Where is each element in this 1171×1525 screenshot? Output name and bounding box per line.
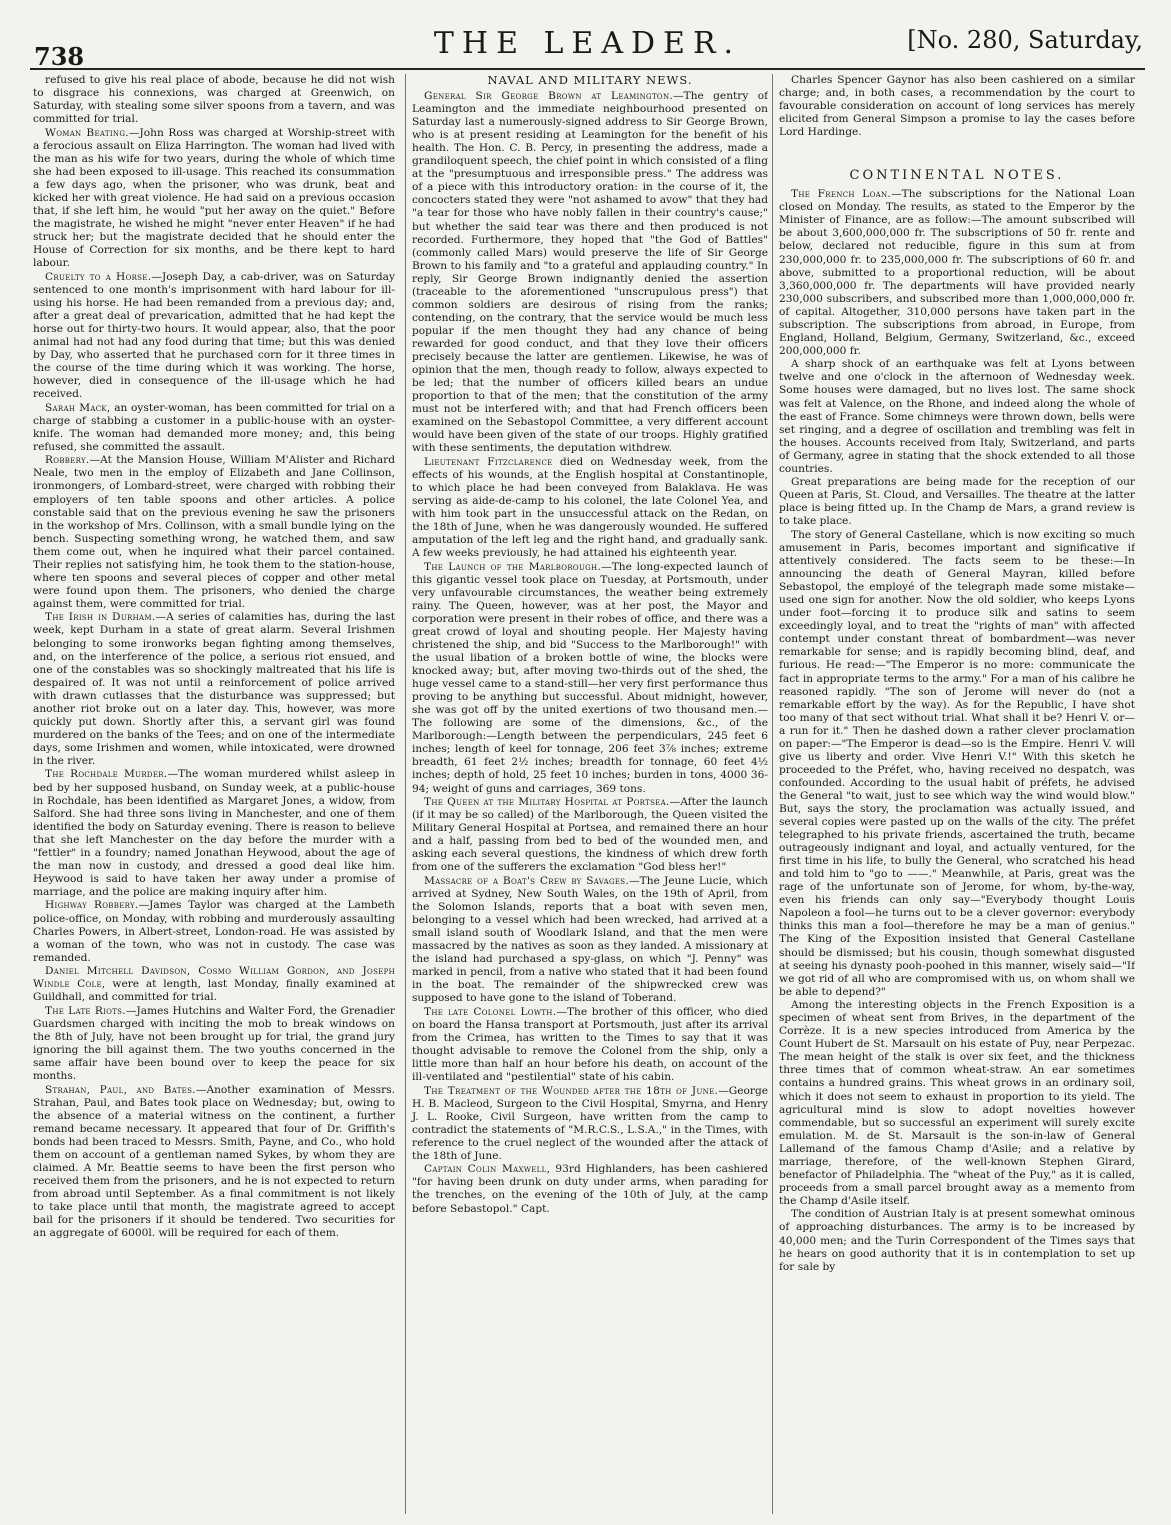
- article-paragraph: [412, 1163, 768, 1215]
- article-paragraph: [33, 965, 395, 1004]
- article-text: —The woman murdered whilst asleep in bed by her supposed husband, on Sunday week, at a public-house in Rochdale, has been identified as Margaret Jones, a widow, from Salford. She had three sons living in Manchester, and one of them identified the body on Saturday evening. There is reason to believe that she left Manchester on the day before the murder with a "fettler" in a foundry; named Jonathan Heywood, about the age of the man now in custody, and dressed a good deal like him. Heywood is said to have taken her away under a promise of marriage, and the police are making inquiry after him.: [33, 768, 395, 898]
- article-text: —The Jeune Lucie, which arrived at Sydney, New South Wales, on the 19th of April, from the Solomon Islands, reports that a boat with seven men, belonging to a vessel which had been wrecked, had arrived at a small island south of Woodlark Island, and that the men were massacred by the natives as soon as they landed. A missionary at the island had purchased a spy-glass, on which "J. Penny" was marked in pencil, from a native who stated that it had been found in the boat. The remainder of the shipwrecked crew was supposed to have gone to the island of Toberand.: [412, 874, 768, 1005]
- article-text: —James Taylor was charged at the Lambeth police-office, on Monday, with robbing and murderously assaulting Charles Powers, in Albert-street, London-road. He was assisted by a woman of the town, who was not in custody. The case was remanded.: [33, 899, 395, 964]
- article-paragraph: [412, 90, 768, 455]
- article-heading: Massacre of a Boat's Crew by Savages.: [424, 874, 630, 887]
- article-heading: General Sir George Brown at Leamington.: [424, 90, 674, 103]
- article-text: —John Ross was charged at Worship-street with a ferocious assault on Eliza Harrington. The woman had lived with the man as his wife for two years, during the whole of which time she had been exposed to ill-usage. This reached its consummation a few days ago, when the prisoner, who was drunk, beat and kicked her with great violence. He had said on a previous occasion that, if she left him, he would "put her away on the quiet." Before the magistrate, he wished he might "never enter Heaven" if he had struck her; but the magistrate decided that he should enter the House of Correction for six months, and be there kept to hard labour.: [33, 126, 395, 270]
- article-paragraph: [33, 127, 395, 271]
- article-text: refused to give his real place of abode, because he did not wish to disgrace his connexions, was charged at Greenwich, on Saturday, with stealing some silver spoons from a tavern, and was committed for trial.: [33, 74, 395, 126]
- article-text: 93rd Highlanders, has been cashiered "for having been drunk on duty under arms, when parading for the trenches, on the evening of the 10th of July, at the camp before Sebastopol." Capt.: [412, 1163, 768, 1215]
- article-heading: Daniel Mitchell Davidson, Cosmo William Gordon, and Joseph Windle Cole,: [33, 965, 395, 991]
- article-text: —The subscriptions for the National Loan closed on Monday. The results, as stated to the Emperor by the Minister of Finance, are as follow:—The amount subscribed will be about 3,600,000,000 fr. The subscriptions of 50 fr. rente and below, declared not reducible, figure in this sum at from 230,000,000 fr. to 235,000,000 fr. The subscriptions of 60 fr. and above, submitted to a proportional reduction, will be about 3,360,000,000 fr. The departments will have provided nearly 230,000 subscribers, and subscribed more than 1,000,000,000 fr. of capital. Altogether, 310,000 persons have taken part in the subscription. The subscriptions from abroad, in Europe, from England, Holland, Belgium, Germany, Switzerland, &c., exceed 200,000,000 fr.: [779, 188, 1135, 357]
- page-header: [30, 20, 1145, 70]
- article-text: —George H. B. Macleod, Surgeon to the Civil Hospital, Smyrna, and Henry J. L. Rooke, Civil Surgeon, have written from the camp to contradict the statements of "M.R.C.S., L.S.A.," in the Times, with reference to the cruel neglect of the wounded after the attack of the 18th of June.: [412, 1084, 768, 1162]
- article-text: Among the interesting objects in the French Exposition is a specimen of wheat sent from Brives, in the department of the Corrèze. It is a new species introduced from America by the Count Hubert de St. Marsault on his estate of Puy, near Perpezac. The mean height of the stalk is over six feet, and the thickness three times that of common wheat-straw. An ear sometimes contains a hundred grains. This wheat grows in an ordinary soil, which it does not seem to exhaust in proportion to its yield. The agricultural mind is slow to adopt novelties however commendable, but so successful an experiment will surely excite emulation. M. de St. Marsault is the son-in-law of General Lallemand of the famous Champ d'Asile; and a relative by marriage, therefore, of the well-known Stephen Girard, benefactor of Philadelphia. The "wheat of the Puy," as it is called, proceeds from a small parcel brought away as a memento from the Champ d'Asile itself.: [779, 999, 1135, 1207]
- column-2: [405, 74, 768, 1514]
- article-text: —Another examination of Messrs. Strahan, Paul, and Bates took place on Wednesday; but, owing to the absence of a material witness on the continent, a further remand became necessary. It appeared that four of Dr. Griffith's bonds had been traced to Messrs. Smith, Payne, and Co., who hold them on account of a gentleman named Sykes, by whom they are claimed. A Mr. Beattie seems to have been the first person who received them from the prisoners, and he is not expected to return from abroad until September. As a final commitment is not likely to take place until that month, the magistrate agreed to accept bail for the prisoners if it should be tendered. Two securities for an aggregate of 6000l. will be required for each of them.: [33, 1083, 395, 1240]
- article-paragraph: [33, 899, 395, 964]
- article-text: —The brother of this officer, who died on board the Hansa transport at Portsmouth, just after its arrival from the Crimea, has written to the Times to say that it was thought advisable to remove the Colonel from the ship, only a little more than half an hour before his death, on account of the ill-ventilated and "pestilential" state of his cabin.: [412, 1005, 768, 1084]
- article-heading: Robbery.: [45, 454, 90, 467]
- article-heading: Cruelty to a Horse.: [45, 270, 152, 283]
- article-heading: Lieutenant Fitzclarence: [424, 455, 553, 468]
- article-paragraph: [412, 796, 768, 874]
- article-heading: The Irish in Durham.: [45, 611, 156, 624]
- article-heading: The Late Riots.: [45, 1004, 126, 1017]
- masthead: THE LEADER.: [433, 26, 742, 61]
- page-number: 738: [34, 42, 85, 71]
- article-text: —At the Mansion House, William M'Alister and Richard Neale, two men in the employ of Elizabeth and Jane Collinson, ironmongers, of Lombard-street, were charged with robbing their employers of ten table spoons and other articles. A police constable said that on the previous evening he saw the prisoners in the workshop of Mrs. Collinson, with a small bundle lying on the bench. Suspecting something wrong, he watched them, and saw them come out, when he inquired what their parcel contained. Their replies not satisfying him, he took them to the station-house, where ten spoons and several pieces of copper and other metal were found upon them. The prisoners, who denied the charge against them, were committed for trial.: [33, 454, 395, 610]
- article-paragraph: [779, 999, 1135, 1208]
- article-text: —The gentry of Leamington and the immediate neighbourhood presented on Saturday last a numerously-signed address to Sir George Brown, who is at present residing at Leamington for the benefit of his health. The Hon. C. B. Percy, in presenting the address, made a grandiloquent speech, the chief point in which consisted of a fling at the "presumptuous and irresponsible press." The address was of a piece with this introductory oration: in the course of it, the concocters stated they were "not ashamed to avow" that they had "a tear for those who have nobly fallen in their country's cause;" but whether the said tear was there and then produced is not recorded. Furthermore, they hoped that "the God of Battles" (commonly called Mars) would preserve the life of Sir George Brown to his family and "to a grateful and applauding country." In reply, Sir George Brown indignantly denied the assertion (traceable to the aforementioned "unscrupulous press") that common soldiers are desirous of rising from the ranks; contending, on the contrary, that the service would be much less popular if the men thought they had any chance of being rewarded for good conduct, and that they love their officers precisely because the latter are gentlemen. Likewise, he was of opinion that the men, though ready to follow, always expected to be led; that the number of officers killed bears an undue proportion to that of the men; that the constitution of the army must not be interfered with; and that had French officers been examined on the Sebastopol Committee, a very different account would have been given of the state of our troops. Highly gratified with these sentiments, the deputation withdrew.: [412, 90, 768, 455]
- article-paragraph: [33, 1005, 395, 1083]
- article-paragraph: [33, 768, 395, 898]
- section-title-naval-military: NAVAL AND MILITARY NEWS.: [487, 74, 693, 87]
- article-text: an oyster-woman, has been committed for trial on a charge of stabbing a customer in a public-house with an oyster-knife. The woman had demanded more money; and, this being refused, she committed the assault.: [33, 401, 395, 453]
- article-paragraph: [779, 529, 1135, 999]
- article-paragraph: [412, 1085, 768, 1163]
- article-heading: The late Colonel Lowth.: [424, 1005, 557, 1018]
- article-heading: The Queen at the Military Hospital at Portsea.: [424, 796, 670, 809]
- article-heading: The Rochdale Murder.: [45, 768, 168, 781]
- article-paragraph: [33, 271, 395, 401]
- article-heading: Woman Beating.: [45, 126, 129, 139]
- article-paragraph: [779, 1208, 1135, 1273]
- article-heading: The Treatment of the Wounded after the 18th of June.: [424, 1084, 719, 1097]
- article-paragraph: [412, 561, 768, 796]
- article-text: —Joseph Day, a cab-driver, was on Saturday sentenced to one month's imprisonment with hard labour for ill-using his horse. He had been remanded from a previous day; and, after a great deal of prevarication, admitted that he had kept the horse out for thirty-two hours. It would appear, also, that the poor animal had not had any food during that time; but this was denied by Day, who asserted that he purchased corn for it three times in the course of the time during which it was working. The horse, however, died in consequence of the ill-usage which he had received.: [33, 270, 395, 401]
- article-heading: Captain Colin Maxwell,: [424, 1163, 551, 1176]
- article-heading: Strahan, Paul, and Bates.: [45, 1083, 196, 1096]
- article-text: The story of General Castellane, which is now exciting so much amusement in Paris, becomes important and significative if attentively considered. The facts seem to be these:—In announcing the death of General Mayran, killed before Sebastopol, the employé of the telegraph made some mistake—used one sign for another. Now the old soldier, who keeps Lyons under foot—forcing it to produce silk and satins to seem exceedingly loyal, and to treat the "rights of man" with affected contempt under constant threat of bombardment—was never remarkable for sense; and is rapidly becoming blind, deaf, and furious. He read:—"The Emperor is no more: communicate the fact in appropriate terms to the army." For a man of his calibre he reasoned rapidly. "The son of Jerome will never do (not a remarkable effort by the way). As for the Republic, I have shot too many of that sect without trial. What shall it be? Henri V. or—a run for it." Then he dashed down a rather clever proclamation on paper:—"The Emperor is dead—so is the Empire. Henri V. will give us liberty and order. Vive Henri V.!" With this sketch he proceeded to the Préfet, who, having received no despatch, was confounded. According to the usual habit of préfets, he advised the General "to wait, just to see which way the wind would blow." But, says the story, the proclamation was actually issued, and several copies were pasted up on the walls of the city. The préfet telegraphed to his private friends, ascertained the truth, became outrageously indignant and loyal, and actually ventured, for the first time in his life, to bully the General, who scratched his head and told him to "go to ——." Meanwhile, at Paris, great was the rage of the unfortunate son of Jerome, for whom, by-the-way, even his friends can only say—"Everybody thought Louis Napoleon a fool—he turns out to be a clever governor: everybody thinks this man a fool—therefore he may be a man of genius." The King of the Exposition insisted that General Castellane should be dismissed; but his cousin, though somewhat disgusted at seeing his dynasty pooh-poohed in this manner, wisely said—"If we got rid of all who are compromised with us, on whom shall we be able to depend?": [779, 529, 1135, 998]
- section-title-continental-notes: CONTINENTAL NOTES.: [849, 168, 1065, 184]
- article-paragraph: [33, 1084, 395, 1241]
- article-paragraph: [33, 454, 395, 611]
- issue-number: [No. 280, Saturday,: [907, 26, 1143, 54]
- article-text: —James Hutchins and Walter Ford, the Grenadier Guardsmen charged with inciting the mob to break windows on the 8th of July, have not been brought up for trial, the grand jury ignoring the bill against them. The two youths concerned in the same affair have been bound over to keep the peace for six months.: [33, 1004, 395, 1083]
- column-3-body: [779, 188, 1135, 1273]
- article-text: A sharp shock of an earthquake was felt at Lyons between twelve and one o'clock in the afternoon of Wednesday week. Some houses were damaged, but no lives lost. The same shock was felt at Valence, on the Rhone, and indeed along the whole of the east of France. Some chimneys were thrown down, bells were set ringing, and a degree of oscillation and trembling was felt in the houses. Accounts received from Italy, Switzerland, and parts of Germany, agree in stating that the shock extended to all those countries.: [779, 358, 1135, 475]
- article-text: —After the launch (if it may be so called) of the Marlborough, the Queen visited the Military General Hospital at Portsea, and remained there an hour and a half, passing from bed to bed of the wounded men, and asking each several questions, the kindness of which drew forth from one of the sufferers the exclamation "God bless her!": [412, 796, 768, 874]
- article-paragraph: [779, 476, 1135, 528]
- article-heading: The Launch of the Marlborough.: [424, 560, 602, 573]
- lead-paragraph: Charles Spencer Gaynor has also been cashiered on a similar charge; and, in both cases, a recommendation by the court to favourable consideration on account of long services has merely elicited from General Simpson a promise to lay the cases before Lord Hardinge.: [779, 74, 1135, 139]
- article-paragraph: [412, 456, 768, 560]
- article-heading: Sarah Mack,: [45, 401, 111, 414]
- article-heading: The French Loan.: [791, 188, 892, 201]
- article-text: —The long-expected launch of this gigantic vessel took place on Tuesday, at Portsmouth, under very unfavourable circumstances, the weather being extremely rainy. The Queen, however, was at her post, the Mayor and corporation were present in their robes of office, and there was a great crowd of loyal and shouting people. Her Majesty having christened the ship, and bid "Success to the Marlborough!" with the usual libation of a broken bottle of wine, the blocks were knocked away; but, after moving two-thirds out of the shed, the huge vessel came to a stand-still—her very first performance thus proving to be anything but successful. About midnight, however, she was got off by the united exertions of two thousand men.—The following are some of the dimensions, &c., of the Marlborough:—Length between the perpendiculars, 245 feet 6 inches; length of keel for tonnage, 206 feet 3⅞ inches; extreme breadth, 61 feet 2½ inches; breadth for tonnage, 60 feet 4½ inches; depth of hold, 25 feet 10 inches; burden in tons, 4000 36-94; weight of guns and carriages, 369 tons.: [412, 560, 768, 795]
- article-paragraph: [33, 402, 395, 454]
- article-text: died on Wednesday week, from the effects of his wounds, at the English hospital at Constantinople, to which place he had been conveyed from Balaklava. He was serving as aide-de-camp to his colonel, the late Colonel Yea, and with him took part in the unsuccessful attack on the Redan, on the 18th of June, when he was dangerously wounded. He suffered amputation of the left leg and the right hand, and gradually sank. A few weeks previously, he had attained his eighteenth year.: [412, 455, 768, 560]
- column-3: [772, 74, 1135, 1514]
- article-text: The condition of Austrian Italy is at present somewhat ominous of approaching disturbances. The army is to be increased by 40,000 men; and the Turin Correspondent of the Times says that he hears on good authority that it is in contemplation to set up for sale by: [779, 1208, 1135, 1273]
- article-paragraph: [33, 611, 395, 768]
- column-1: [33, 74, 395, 1514]
- article-paragraph: [33, 74, 395, 126]
- article-text: —A series of calamities has, during the last week, kept Durham in a state of great alarm. Several Irishmen belonging to some ironworks began fighting among themselves, and, on the interference of the police, a serious riot ensued, and one of the constables was so shockingly maltreated that his life is despaired of. It was not until a reinforcement of police arrived with drawn cutlasses that the disturbance was suppressed; but another riot broke out on a later day. This, however, was more quickly put down. Shortly after this, a servant girl was found murdered on the banks of the Tees; and on one of the intermediate days, some Irishmen and women, while intoxicated, were drowned in the river.: [33, 611, 395, 767]
- article-text: Great preparations are being made for the reception of our Queen at Paris, St. Cloud, and Versailles. The theatre at the latter place is being fitted up. In the Champ de Mars, a grand review is to take place.: [779, 476, 1135, 528]
- article-heading: Highway Robbery.: [45, 899, 139, 912]
- article-paragraph: [779, 188, 1135, 358]
- article-paragraph: [779, 358, 1135, 475]
- article-paragraph: [412, 1006, 768, 1084]
- article-text: were at length, last Monday, finally examined at Guildhall, and committed for trial.: [33, 978, 395, 1004]
- column-2-body: [412, 90, 768, 1216]
- article-paragraph: [412, 875, 768, 1005]
